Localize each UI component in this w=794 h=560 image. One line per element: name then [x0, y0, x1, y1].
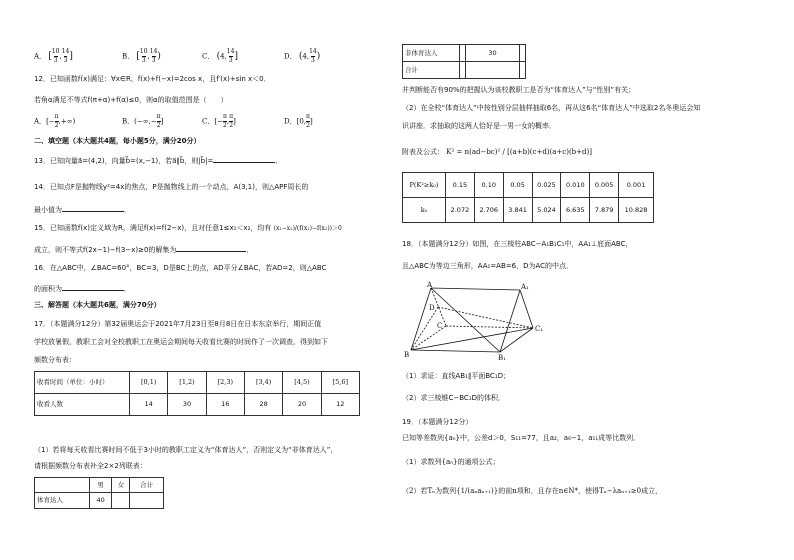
option-letter: C． [202, 117, 215, 126]
q11-option-d: D． (4, $\frac{14}{3}$ ) [284, 48, 321, 65]
edge-A1B1 [500, 290, 520, 352]
row-label: P(K²≥k₀) [403, 173, 446, 198]
edge-CC1 [446, 326, 533, 328]
vertex-A1: A₁ [521, 283, 529, 291]
count-cell: 14 [130, 394, 168, 416]
option-letter: A． [34, 52, 47, 61]
q12-option-a: A．[− $\frac{\pi}{2}$ ,+∞) [34, 113, 76, 130]
count-cell: 30 [168, 394, 206, 416]
interval-cell: [0,1) [130, 372, 168, 394]
value-cell [520, 45, 526, 62]
vertex-C: C [437, 322, 443, 330]
edge-DB [411, 307, 438, 350]
vertex-D: D [429, 304, 435, 312]
vertex-A: A [427, 281, 433, 289]
q15-fraction: (x₁−x₂)/(f(x₁)−f(x₂))＞0 [273, 225, 342, 232]
row-label: k₀ [403, 198, 446, 223]
q18-part1: （1）求证：直线AB₁∥平面BC₁D； [402, 372, 511, 380]
q17-part2-line2: 识讲座．求抽取的这两人恰好是一男一女的概率． [402, 122, 556, 130]
formula-line [402, 148, 592, 157]
header-cell: 女 [112, 478, 130, 493]
probability-cell: 0.15 [446, 173, 475, 198]
q18-line1: 18．（本题满分12分）如图，在三棱柱ABC−A₁B₁C₁中，AA₁⊥底面ABC， [402, 240, 633, 248]
probability-cell: 0.010 [561, 173, 590, 198]
q13-label: 13．已知向量a⃗=(4,2)，向量b⃗=(x,−1)，若a⃗∥b⃗，则|b⃗|= [34, 157, 214, 165]
edge-AB [411, 288, 431, 350]
q17-line3: 频数分布表： [34, 356, 76, 364]
chi-square-formula: K² = n(ad−bc)² / [(a+b)(c+d)(a+c)(b+d)] [446, 148, 592, 156]
q15-line1 [34, 224, 342, 233]
answer-blank[interactable] [213, 155, 275, 163]
q13-text: 13．已知向量a⃗=(4,2)，向量b⃗=(x,−1)，若a⃗∥b⃗，则|b⃗|= ． [34, 157, 283, 165]
count-cell: 16 [206, 394, 244, 416]
critical-value-table [402, 172, 654, 223]
q14-label: 最小值为 [34, 206, 62, 214]
interval-cell: [2,3) [206, 372, 244, 394]
k-value-row [403, 198, 654, 223]
probability-row [403, 173, 654, 198]
q18-line2: 且△ABC为等边三角形，AA₁=AB=6，D为AC的中点． [402, 262, 574, 270]
q11-option-c: C． (4, $\frac{14}{3}$ ] [202, 48, 238, 65]
vertex-C1: C₁ [535, 325, 544, 333]
edge-BB1 [411, 350, 500, 352]
q16-line2: 的面积为 ． [34, 285, 131, 293]
header-cell: 合计 [130, 478, 164, 493]
q19-part1: （1）求数列{aₙ}的通项公式； [402, 458, 500, 466]
q16-line1: 16．在△ABC中，∠BAC=60°，BC=3，D是BC上的点，AD平分∠BAC，若AD=2，则△ABC [34, 264, 327, 272]
q12-option-c: C．[− $\frac{\pi}{2}$ , $\frac{\pi}{2}$ ] [202, 113, 236, 130]
contingency-table-top [34, 477, 164, 509]
vertex-B: B [404, 351, 410, 359]
frequency-table [34, 371, 360, 416]
count-cell: 20 [283, 394, 321, 416]
option-letter: C． [202, 52, 215, 61]
k-value-cell: 2.072 [446, 198, 475, 223]
q19-title: 19．（本题满分12分） [402, 418, 473, 426]
value-cell: 30 [465, 45, 519, 62]
q12-line1: 12．已知函数f(x)满足：∀x∈R，f(x)+f(−x)=2cos x，且f′(x)+sin x＜0． [34, 75, 271, 83]
vertex-B1: B₁ [498, 354, 506, 362]
option-letter: D． [284, 52, 297, 61]
probability-cell: 0.10 [474, 173, 503, 198]
q11-option-a: A． [ $\frac{10}{3}$ , $\frac{14}{3}$ ] [34, 48, 73, 65]
option-letter: A． [34, 117, 47, 126]
q17-part1-line1: （1）若将每天收看比赛时间不低于3小时的教职工定义为“体育达人”，否则定义为“非体育达人”， [34, 446, 338, 454]
option-letter: B． [122, 117, 135, 126]
q14-line2: 最小值为 ． [34, 206, 131, 214]
q15-label: 15．已知函数f(x)定义域为R，满足f(x)=f(2−x)，且对任意1≤x₁＜x₂，均有 [34, 224, 272, 232]
interval-cell: [5,6] [321, 372, 359, 394]
value-cell: 40 [90, 493, 112, 509]
q17-line2: 学校放暑假，教职工会对全校教职工在奥运会期间每天收看比赛的时间作了一次调查，得到如下 [34, 338, 328, 346]
contingency-row-non-sports [403, 45, 526, 62]
header-cell [35, 478, 90, 493]
row-label: 非体育达人 [403, 45, 460, 62]
edge-DC1 [438, 307, 533, 328]
header-cell: 男 [90, 478, 112, 493]
q19-part2: （2）若Tₙ为数列{1/(aₙaₙ₊₁)}的前n项和，且存在n∈N*，使得Tₙ−λaₙ₊₁≥0成立， [402, 487, 663, 495]
q15-label-2: 成立，则不等式f(2x−1)−f(3−x)≥0的解集为 [34, 246, 177, 254]
contingency-row-total [403, 62, 526, 79]
interval-cell: [1,2) [168, 372, 206, 394]
value-cell [130, 493, 164, 509]
interval-cell: [4,5) [283, 372, 321, 394]
q19-line1: 已知等差数列{aₙ}中，公差d＞0，S₁₁=77，且a₂，a₆−1，a₁₁成等比数列． [402, 434, 641, 442]
q17-line1: 17．（本题满分12分）第32届奥运会于2021年7月23日至8月8日在日本东京举行，期间正值 [34, 320, 322, 328]
k-value-cell: 7.879 [590, 198, 619, 223]
q18-part2: （2）求三棱锥C−BC₁D的体积． [402, 394, 505, 402]
probability-cell: 0.005 [590, 173, 619, 198]
q12-option-b: B．(−∞,− $\frac{\pi}{2}$ ] [122, 113, 164, 130]
contingency-row-sports [35, 493, 164, 509]
frequency-row-counts [35, 394, 360, 416]
k-value-cell: 3.841 [503, 198, 532, 223]
q12-option-d: D．[0, $\frac{\pi}{2}$ ] [284, 113, 313, 130]
interval-cell: [3,4) [244, 372, 282, 394]
probability-cell: 0.025 [532, 173, 561, 198]
q14-line1: 14．已知点F是抛物线y²=4x的焦点，P是抛物线上的一个动点，A(3,1)，则△APF周长的 [34, 183, 309, 191]
probability-cell: 0.001 [619, 173, 654, 198]
answer-blank[interactable] [176, 244, 246, 252]
edge-A1C1 [520, 290, 533, 328]
q17-part1-line2: 请根据频数分布表补全2×2列联表： [34, 462, 147, 470]
answer-blank[interactable] [62, 283, 124, 291]
count-cell: 12 [321, 394, 359, 416]
section-3-title: 三、解答题（本大题共6题，满分70分） [34, 301, 161, 309]
k-value-cell: 5.024 [532, 198, 561, 223]
edge-AA1 [431, 288, 520, 290]
section-2-title: 二、填空题（本大题共4题，每小题5分，满分20分） [34, 137, 201, 145]
row-label: 体育达人 [35, 493, 90, 509]
contingency-table-bottom [402, 44, 526, 79]
q15-line2: 成立，则不等式f(2x−1)−f(3−x)≥0的解集为 ． [34, 246, 254, 254]
contingency-header-row [35, 478, 164, 493]
q17-part2-line1: （2）在全校“体育达人”中按性别分层抽样抽取6名，再从这6名“体育达人”中选取2名冬奥运会知 [402, 104, 701, 112]
probability-cell: 0.05 [503, 173, 532, 198]
row-label: 收看人数 [35, 394, 130, 416]
k-value-cell: 6.635 [561, 198, 590, 223]
value-cell [112, 493, 130, 509]
q11-option-b: B． [ $\frac{10}{3}$ , $\frac{14}{3}$ ) [122, 48, 161, 65]
value-cell [520, 62, 526, 79]
prism-figure [402, 280, 552, 362]
k-value-cell: 10.828 [619, 198, 654, 223]
option-letter: D． [284, 117, 297, 126]
edge-AB1 [431, 288, 500, 352]
row-label: 收看时间（单位：小时） [35, 372, 130, 394]
row-label: 合计 [403, 62, 460, 79]
option-letter: B． [122, 52, 135, 61]
edge-B1C1 [500, 328, 533, 352]
q12-line2: 若角α满足不等式f(π+α)+f(α)≤0，则α的取值范围是（ ） [34, 96, 228, 104]
answer-blank[interactable] [62, 204, 124, 212]
count-cell: 28 [244, 394, 282, 416]
q17-judge-text: 并判断能否有90%的把握认为该校教职工是否为“体育达人”与“性别”有关； [402, 86, 636, 94]
edge-BC1 [411, 328, 533, 350]
q16-label: 的面积为 [34, 285, 62, 293]
formula-label: 附表及公式： [402, 148, 444, 156]
frequency-row-intervals [35, 372, 360, 394]
value-cell [465, 62, 519, 79]
k-value-cell: 2.706 [474, 198, 503, 223]
